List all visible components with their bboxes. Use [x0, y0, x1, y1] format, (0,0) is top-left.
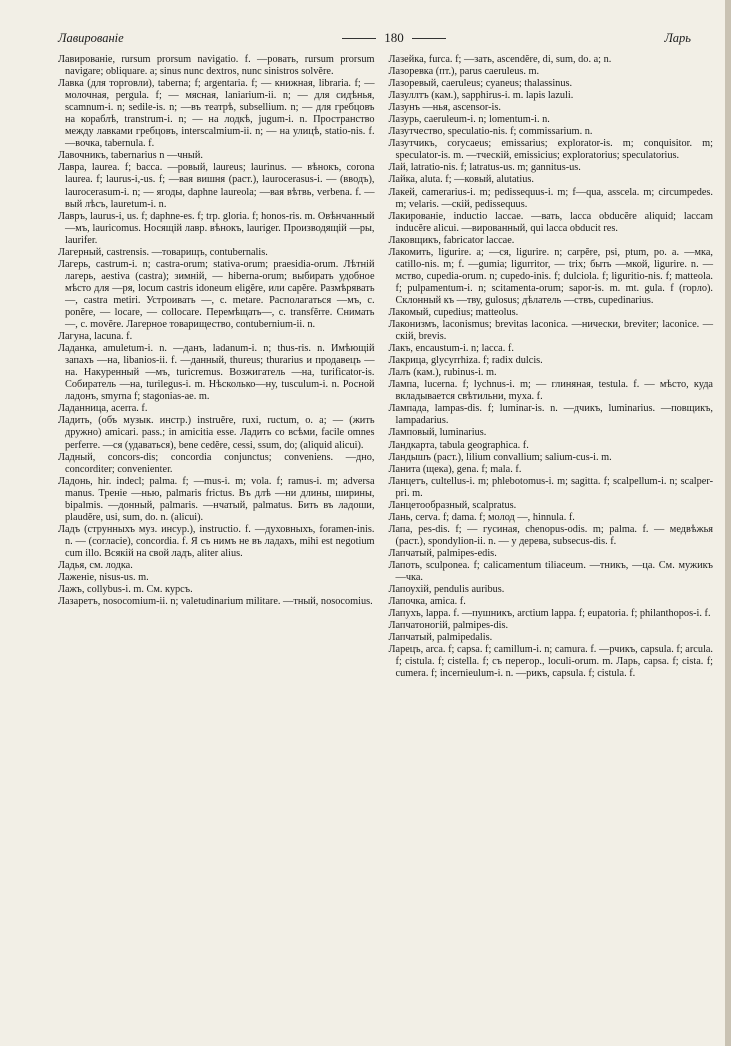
dictionary-entry: Лаконизмъ, laconismus; brevitas laconica. —нически, breviter; laconice. —скій, brevis.	[388, 319, 713, 343]
page-number: 180	[384, 30, 404, 45]
dictionary-entry: Ланита (щека), gena. f; mala. f.	[388, 463, 522, 475]
dictionary-entry: Лакрица, glycyrrhiza. f; radix dulcis.	[388, 355, 543, 367]
dictionary-entry: Лазурь, caeruleum-i. n; lomentum-i. n.	[388, 114, 550, 126]
dictionary-entry: Ладанница, acerra. f.	[58, 403, 148, 415]
dictionary-entry: Лазейка, furca. f; —зать, ascendĕre, di, sum, do. a; n.	[388, 54, 612, 65]
dictionary-entry: Лакей, camerarius-i. m; pedissequus-i. m; f—qua, asscela. m; circumpedes. m; velaris. —скій, pedissequus.	[388, 186, 713, 210]
page-number-block	[342, 30, 446, 46]
dictionary-entry: Лапочка, amica. f.	[388, 596, 466, 608]
dictionary-entry: Ланцетообразный, scalpratus.	[388, 499, 517, 511]
header-left-word: Лавированіе	[58, 30, 124, 45]
dictionary-entry: Лань, cerva. f; dama. f; молод —, hinnula. f.	[388, 511, 575, 523]
dictionary-entry: Лакированіе, inductio laccae. —вать, lacca obducĕre aliquid; laccam inducĕre alicui. —вированный, qui lacca obducit res.	[388, 210, 713, 234]
dictionary-entry: Ладный, concors-dis; concordia conjunctus; conveniens. —дно, concorditer; convenienter.	[58, 451, 375, 475]
dictionary-entry: Лаковщикъ, fabricator laccae.	[388, 234, 515, 246]
dictionary-entry: Лапухъ, lappa. f. —пушникъ, arctium lappa. f; eupatoria. f; philanthopos-i. f.	[388, 608, 711, 620]
dictionary-entry: Лалъ (кам.), rubinus-i. m.	[388, 367, 497, 379]
book-spine-edge	[725, 0, 731, 1046]
dictionary-entry: Лапоть, sculponea. f; calicamentum tiliaceum. —тникъ, —ца. См. мужикъ —чка.	[388, 559, 713, 584]
dictionary-entry: Ламповый, luminarius.	[388, 427, 487, 439]
dictionary-entry: Лакъ, encaustum-i. n; lacca. f.	[388, 343, 514, 355]
header-rule-right	[412, 38, 446, 39]
dictionary-entry: Лазутчество, speculatio-nis. f; commissarium. n.	[388, 126, 593, 138]
dictionary-entry: Лагуна, lacuna. f.	[58, 331, 133, 343]
dictionary-entry: Ладья, см. лодка.	[58, 559, 133, 571]
page-header	[58, 28, 713, 48]
dictionary-entry: Лапчатоногій, palmipes-dis.	[388, 620, 509, 632]
dictionary-entry: Лазунъ —нья, ascensor-is.	[388, 102, 501, 114]
dictionary-entry: Лаженіе, nisus-us. m.	[58, 572, 149, 584]
dictionary-entry: Лазоревый, caeruleus; cyaneus; thalassinus.	[388, 78, 573, 90]
columns	[58, 54, 713, 680]
dictionary-entry: Лавочникъ, tabernarius n —чный.	[58, 150, 203, 162]
dictionary-entry: Лавръ, laurus-i, us. f; daphne-es. f; trp. gloria. f; honos-ris. m. Овѣнчанный —мъ, lauricomus. Носящій лавр. вѣнокъ, lauriger. Производящій —ры, laurifer.	[58, 210, 375, 246]
dictionary-entry: Лампа, lucerna. f; lychnus-i. m; — глиняная, testula. f. — мѣсто, куда вкладывается свѣтильни, myxa. f.	[388, 379, 713, 403]
dictionary-entry: Лазутчикъ, corycaeus; emissarius; explorator-is. m; conquisitor. m; speculator-is. m. —тческій, emissicius; exploratorius; speculatorius.	[388, 138, 713, 162]
dictionary-entry: Лазаретъ, nosocomium-ii. n; valetudinarium militare. —тный, nosocomius.	[58, 596, 373, 608]
dictionary-entry: Лагерный, castrensis. —товарищъ, contubernalis.	[58, 246, 268, 258]
dictionary-entry: Лавра, laurea. f; bacca. —ровый, laureus; laurinus. — вѣнокъ, corona laurea. f; laurus-i,-us. f; —вая вишня (раст.), laurocerasus-i. — (вводъ), laurocerasum-i. n; — ягоды, daphne laureola; —вая вѣтвь, verbena. f. —вый лѣсъ, lauretum-i. n.	[58, 162, 375, 210]
dictionary-entry: Ладанка, amuletum-i. n. —данъ, ladanum-i. n; thus-ris. n. Имѣющій запахъ —на, libanios-ii. f. —данный, thureus; thurarius и продавецъ —на. Накуренный —мъ, turicremus. Возжигатель —на, turificator-is. Собиратель —на, turilegus-i. m. Нѣсколько—ну, tusculum-i. n. Росной ладонъ, smyrna f; stagonias-ae. m.	[58, 343, 375, 403]
dictionary-entry: Лакомить, ligurire. a; —ся, ligurire. n; carpĕre, psi, ptum, po. a. —мка, catillo-nis. m; f. —gumia; ligurritor, — trix; быть —мкой, ligurire. n. —мство, cupedia-orum. n; cupedo-inis. f; dulciola. f; liguritio-nis. f; matteola. f; pulpamentum-i. n; scitamenta-orum; sapor-is. m. mt. gula. f (горло). Склонный къ —тву, gulosus; дѣлатель —ствъ, cupedinarius.	[388, 246, 713, 306]
dictionary-entry: Лакомый, cupedius; matteolus.	[388, 306, 519, 318]
dictionary-entry: Лавка (для торговли), taberna; f; argentaria. f; — книжная, libraria. f; — молочная, pergula. f; — мясная, laniarium-ii. n; — для сидѣнья, scamnum-i. n; sedile-is. n; —въ театрѣ, subsellium. n; — для гребцовъ на кораблѣ, transtrum-i. n; — на лодкѣ, jugum-i. n. Пространство между лавками гребцовъ, interscalmium-ii. n; — на улицѣ, statio-nis. f. —вочка, tabernula. f.	[58, 78, 375, 150]
dictionary-entry: Ладить, (объ музык. инстр.) instruĕre, ruxi, ructum, o. a; — (жить дружно) amicari. pass.; in amicitia esse. Ладить со всѣми, facile omnes perferre. —ся (удаваться), bene cedĕre, cessi, ssum, do; (aliquid alicui).	[58, 415, 375, 451]
dictionary-entry: Лайка, aluta. f; —ковый, alutatius.	[388, 174, 534, 186]
dictionary-entry: Лазуллтъ (кам.), sapphirus-i. m. lapis lazuli.	[388, 90, 574, 102]
dictionary-entry: Ландышъ (раст.), lilium convallium; salium-cus-i. m.	[388, 451, 612, 463]
dictionary-entry: Ларецъ, arca. f; capsa. f; camillum-i. n; camura. f. —рчикъ, capsula. f; arcula. f; cistula. f; cistella. f; съ перегор., loculi-orum. m. Ларь, capsa. f; cista. f; cumera. f; incernieulum-i. n. —рикъ, capsula. f; cistula. f.	[388, 644, 713, 680]
dictionary-entry: Ладонь, hir. indecl; palma. f; —mus-i. m; vola. f; ramus-i. m; adversa manus. Треніе —нью, palmaris frictus. Въ длѣ —ни длины, ширины, bipalmis. —донный, palmaris. —нчатый, palmatus. Бить въ ладоши, plaudĕre, usi, sum, do. n. (alicui).	[58, 475, 375, 523]
dictionary-entry: Ладъ (струнныхъ муз. инсур.), instructio. f. —духовныхъ, foramen-inis. n. — (согласіе), concordia. f. Я съ нимъ не въ ладахъ, mihi est negotium cum illo. Всякій на свой ладъ, aliter alius.	[58, 523, 375, 559]
header-right-word: Ларь	[664, 30, 691, 45]
left-column	[58, 54, 375, 680]
dictionary-entry: Ланцетъ, cultellus-i. m; phlebotomus-i. m; sagitta. f; scalpellum-i. n; scalper-pri. m.	[388, 475, 713, 499]
dictionary-entry: Лавированіе, rursum prorsum navigatio. f. —ровать, rursum prorsum navigare; obliquare. a; sinus nunc dextros, nunc sinistros solvĕre.	[58, 54, 375, 78]
dictionary-entry: Лажъ, collybus-i. m. См. курсъ.	[58, 584, 193, 596]
dictionary-entry: Лапа, pes-dis. f; — гусиная, chenopus-odis. m; palma. f. — медвѣжья (раст.), spondylion-ii. n. — у дерева, subsecus-dis. f.	[388, 523, 713, 547]
dictionary-entry: Лазоревка (пт.), parus caeruleus. m.	[388, 66, 540, 78]
dictionary-entry: Лапчатый, palmipedalis.	[388, 632, 493, 644]
dictionary-entry: Лай, latratio-nis. f; latratus-us. m; gannitus-us.	[388, 162, 581, 174]
dictionary-entry: Ландкарта, tabula geographica. f.	[388, 439, 529, 451]
dictionary-entry: Лапоухій, pendulis auribus.	[388, 584, 505, 596]
dictionary-entry: Лапчатый, palmipes-edis.	[388, 547, 497, 559]
dictionary-entry: Лампада, lampas-dis. f; luminar-is. n. —дчикъ, luminarius. —повщикъ, lampadarius.	[388, 403, 713, 427]
right-column	[389, 54, 713, 680]
dictionary-entry: Лагерь, castrum-i. n; castra-orum; stativa-orum; praesidia-orum. Лѣтній лагерь, aestiva (castra); зимній, — hiberna-orum; выбирать удобное мѣсто для —ря, locum castris idoneum eligĕre, или capĕre. Размѣрявать —, castra metiri. Устроивать —, c. metare. Располагаться —мъ, c. ponĕre, — locare, — collocare. Перемѣщать—, c. transfĕrre. Снимать —, c. movĕre. Лагерное товарищество, contubernium-ii. n.	[58, 258, 375, 331]
header-rule-left	[342, 38, 376, 39]
